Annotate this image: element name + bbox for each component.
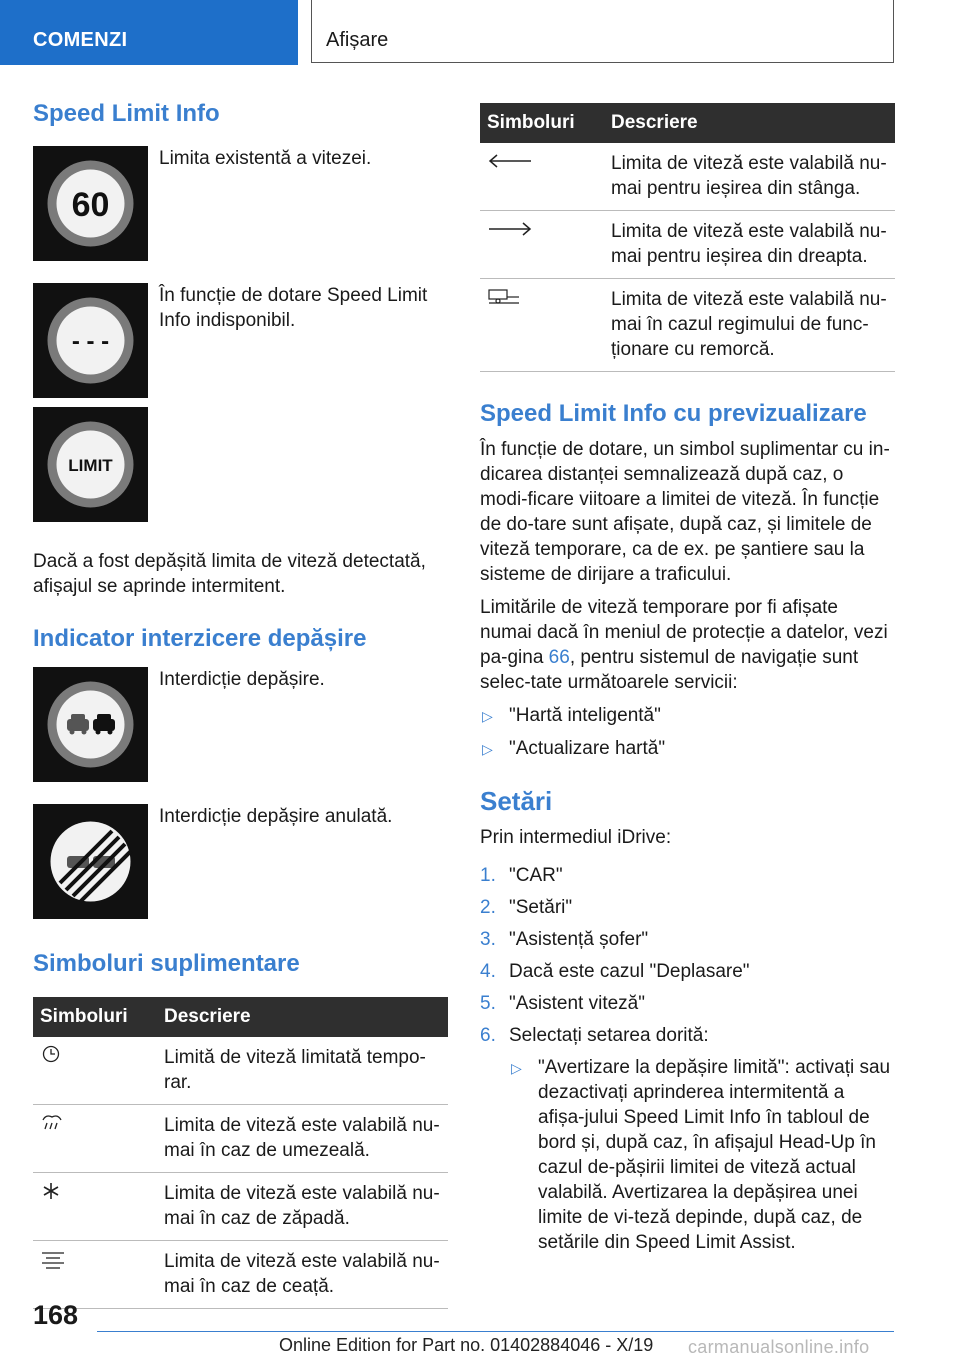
step-item: 1. "CAR": [480, 865, 563, 886]
chapter-title: Afișare: [326, 29, 389, 51]
sign-dashes: - - -: [71, 328, 110, 355]
no-overtaking-sign: [33, 667, 148, 782]
left-column: [33, 100, 448, 1309]
table-row: [33, 1173, 448, 1241]
arrow-right-icon: [487, 221, 533, 242]
table-cell-desc: Limita de viteză este valabilă nu-mai în cazul regimului de func-ționare cu remorcă.: [611, 279, 895, 372]
sign-row-overtaking-end: [33, 804, 448, 919]
end-no-overtaking-sign: [33, 804, 148, 919]
edition-text: Online Edition for Part no. 01402884046 - X/19: [279, 1335, 654, 1355]
sign-row-no-overtaking: [33, 667, 448, 782]
sign-description: În funcție de dotare Speed Limit Info indisponibil.: [159, 285, 428, 331]
sign-limit-word: LIMIT: [68, 456, 113, 475]
table-row: [33, 1241, 448, 1309]
page-link[interactable]: 66: [548, 647, 570, 668]
table-cell-desc: Limită de viteză limitată tempo-rar.: [164, 1037, 448, 1105]
speed-limit-60-sign: [33, 146, 148, 261]
table-header-symbols: Simboluri: [480, 103, 611, 143]
extra-symbols-heading: Simboluri suplimentare: [33, 950, 300, 977]
table-row: [480, 143, 895, 211]
preview-heading: Speed Limit Info cu previzualizare: [480, 400, 867, 427]
snowflake-icon: [40, 1185, 62, 1206]
trailer-icon: [487, 289, 521, 310]
chapter-tab: [311, 0, 894, 63]
footer-divider: [97, 1331, 894, 1332]
table-header-description: Descriere: [611, 103, 895, 143]
settings-intro: Prin intermediul iDrive:: [480, 827, 672, 848]
rain-icon: [40, 1115, 64, 1136]
table-header-description: Descriere: [164, 997, 448, 1037]
table-cell-desc: Limita de viteză este valabilă nu-mai în caz de zăpadă.: [164, 1173, 448, 1241]
settings-heading: Setări: [480, 786, 553, 816]
section-tab: [0, 0, 298, 65]
table-cell-desc: Limita de viteză este valabilă nu-mai pentru ieșirea din stânga.: [611, 143, 895, 211]
preview-paragraph-2: Limitările de viteză temporare por fi afișate numai dacă în meniul de protecție a datelor, vezi pa-gina 66, pentru sistemul de navigație sunt selec-tate următoarele servicii:: [480, 597, 888, 693]
table-row: [33, 1105, 448, 1173]
bullet-triangle-icon: ▷: [511, 1060, 522, 1076]
overtaking-heading: Indicator interzicere depășire: [33, 625, 367, 652]
fog-icon: [40, 1253, 66, 1274]
arrow-left-icon: [487, 153, 533, 174]
bullet-triangle-icon: ▷: [482, 708, 493, 724]
sign-number: 60: [71, 186, 110, 224]
list-item: ▷ "Actualizare hartă": [480, 736, 895, 761]
right-column: [480, 103, 895, 1255]
step-item: 4. Dacă este cazul "Deplasare": [480, 961, 750, 982]
table-cell-desc: Limita de viteză este valabilă nu-mai în caz de ceață.: [164, 1241, 448, 1309]
table-cell-desc: Limita de viteză este valabilă nu-mai pentru ieșirea din dreapta.: [611, 211, 895, 279]
sign-description: Limita existentă a vitezei.: [159, 148, 372, 169]
sign-description: Interdicție depășire anulată.: [159, 806, 393, 827]
speed-limit-info-heading: Speed Limit Info: [33, 100, 220, 127]
step-item: 2. "Setări": [480, 897, 573, 918]
table-cell-desc: Limita de viteză este valabilă nu-mai în caz de umezeală.: [164, 1105, 448, 1173]
page-number: 168: [33, 1300, 79, 1330]
table-row: [480, 279, 895, 372]
section-title: COMENZI: [33, 29, 128, 51]
sign-row-limit-word: [33, 420, 448, 535]
step-item: 6. Selectați setarea dorită:: [480, 1025, 709, 1046]
preview-paragraph-1: În funcție de dotare, un simbol suplimentar cu in-dicarea distanței semnalizează după caz, o modi-ficare viitoare a limitei de viteză. În funcție de do-tare sunt afișate, după caz, și limitele de viteză temporare, ca de ex. pe șantiere sau la sisteme de dirijare a traficului.: [480, 439, 890, 585]
speed-limit-unavailable-sign: [33, 283, 148, 398]
table-row: [33, 1037, 448, 1105]
clock-icon: [40, 1047, 62, 1068]
flashing-note: Dacă a fost depășită limita de viteză detectată, afișajul se aprinde intermitent.: [33, 551, 426, 597]
direction-symbols-table: [480, 103, 895, 372]
watermark: carmanualsonline.info: [688, 1337, 870, 1357]
table-row: [480, 211, 895, 279]
table-header-symbols: Simboluri: [33, 997, 164, 1037]
bullet-triangle-icon: ▷: [482, 741, 493, 757]
sign-row-unavailable: [33, 283, 448, 398]
sign-row-limit: [33, 146, 448, 261]
step-item: 5. "Asistent viteză": [480, 993, 645, 1014]
limit-word-sign: [33, 407, 148, 522]
extra-symbols-table: [33, 997, 448, 1309]
list-item: ▷ "Avertizare la depășire limită": activați sau dezactivați aprinderea intermitentă a afișa-jului Speed Limit Info în tabloul de bord și, după caz, în afișajul Head-Up în cazul de-pășirii limitei de viteză actual valabilă. Avertizarea la depășirea unei limite de vi-teză depinde, după caz, de setările din Speed Limit Assist.: [511, 1057, 891, 1253]
sign-description: Interdicție depășire.: [159, 669, 325, 690]
list-item: ▷ "Hartă inteligentă": [480, 703, 895, 728]
step-item: 3. "Asistență șofer": [480, 929, 649, 950]
